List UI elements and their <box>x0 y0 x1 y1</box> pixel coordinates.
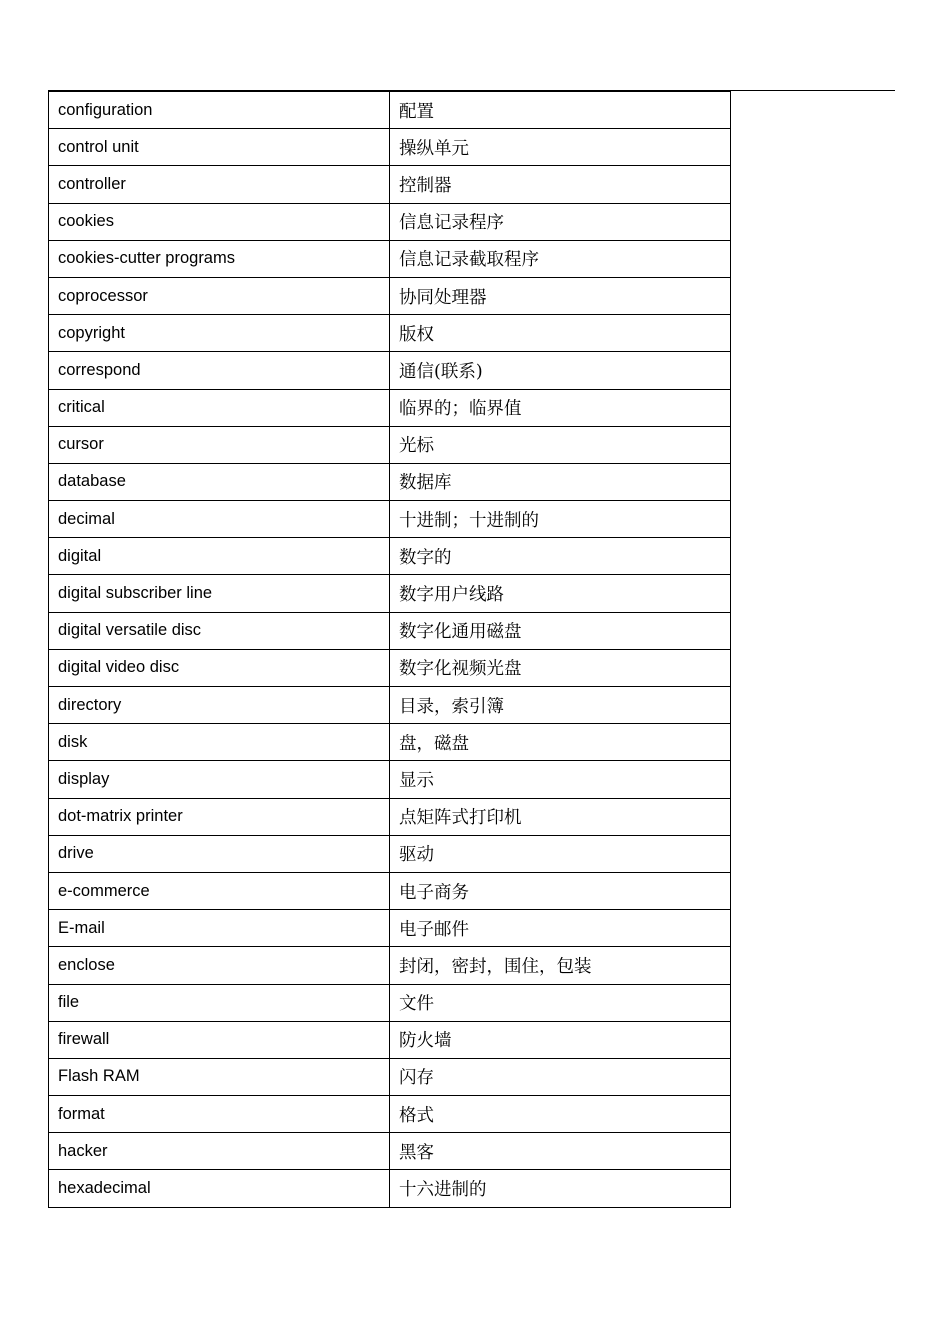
definition-cell: 协同处理器 <box>390 277 731 314</box>
table-row <box>49 649 731 686</box>
table-row <box>49 835 731 872</box>
term-cell: firewall <box>49 1021 390 1058</box>
term-cell: e-commerce <box>49 872 390 909</box>
term-cell: control unit <box>49 129 390 166</box>
term-cell: copyright <box>49 315 390 352</box>
definition-cell: 电子邮件 <box>390 910 731 947</box>
table-row <box>49 761 731 798</box>
definition-cell: 配置 <box>390 92 731 129</box>
table-row <box>49 1170 731 1207</box>
table-row <box>49 1021 731 1058</box>
table-row <box>49 910 731 947</box>
term-cell: correspond <box>49 352 390 389</box>
table-row <box>49 872 731 909</box>
table-row <box>49 612 731 649</box>
term-cell: drive <box>49 835 390 872</box>
table-row <box>49 1096 731 1133</box>
definition-cell: 数字化通用磁盘 <box>390 612 731 649</box>
term-cell: digital video disc <box>49 649 390 686</box>
definition-cell: 点矩阵式打印机 <box>390 798 731 835</box>
table-row <box>49 1058 731 1095</box>
table-row <box>49 798 731 835</box>
term-cell: dot-matrix printer <box>49 798 390 835</box>
term-cell: E-mail <box>49 910 390 947</box>
definition-cell: 控制器 <box>390 166 731 203</box>
definition-cell: 盘，磁盘 <box>390 724 731 761</box>
table-row <box>49 538 731 575</box>
table-row <box>49 203 731 240</box>
term-cell: coprocessor <box>49 277 390 314</box>
definition-cell: 目录，索引簿 <box>390 687 731 724</box>
definition-cell: 防火墙 <box>390 1021 731 1058</box>
table-row <box>49 575 731 612</box>
table-row <box>49 166 731 203</box>
glossary-table-body <box>49 92 731 1208</box>
table-row <box>49 501 731 538</box>
term-cell: file <box>49 984 390 1021</box>
table-row <box>49 240 731 277</box>
term-cell: format <box>49 1096 390 1133</box>
table-row <box>49 687 731 724</box>
definition-cell: 电子商务 <box>390 872 731 909</box>
definition-cell: 操纵单元 <box>390 129 731 166</box>
definition-cell: 光标 <box>390 426 731 463</box>
definition-cell: 十六进制的 <box>390 1170 731 1207</box>
table-row <box>49 277 731 314</box>
table-row <box>49 1133 731 1170</box>
table-row <box>49 389 731 426</box>
glossary-table <box>48 91 731 1208</box>
definition-cell: 信息记录截取程序 <box>390 240 731 277</box>
definition-cell: 数据库 <box>390 463 731 500</box>
definition-cell: 闪存 <box>390 1058 731 1095</box>
term-cell: digital versatile disc <box>49 612 390 649</box>
definition-cell: 临界的；临界值 <box>390 389 731 426</box>
definition-cell: 黑客 <box>390 1133 731 1170</box>
table-row <box>49 315 731 352</box>
term-cell: display <box>49 761 390 798</box>
definition-cell: 格式 <box>390 1096 731 1133</box>
definition-cell: 封闭，密封，围住，包装 <box>390 947 731 984</box>
term-cell: disk <box>49 724 390 761</box>
term-cell: configuration <box>49 92 390 129</box>
term-cell: cookies <box>49 203 390 240</box>
definition-cell: 显示 <box>390 761 731 798</box>
term-cell: hexadecimal <box>49 1170 390 1207</box>
term-cell: enclose <box>49 947 390 984</box>
definition-cell: 信息记录程序 <box>390 203 731 240</box>
definition-cell: 文件 <box>390 984 731 1021</box>
term-cell: digital <box>49 538 390 575</box>
definition-cell: 通信(联系) <box>390 352 731 389</box>
term-cell: critical <box>49 389 390 426</box>
table-row <box>49 724 731 761</box>
definition-cell: 数字的 <box>390 538 731 575</box>
table-row <box>49 352 731 389</box>
definition-cell: 版权 <box>390 315 731 352</box>
term-cell: decimal <box>49 501 390 538</box>
term-cell: cursor <box>49 426 390 463</box>
term-cell: hacker <box>49 1133 390 1170</box>
table-row <box>49 426 731 463</box>
term-cell: database <box>49 463 390 500</box>
term-cell: controller <box>49 166 390 203</box>
table-row <box>49 947 731 984</box>
table-row <box>49 463 731 500</box>
definition-cell: 驱动 <box>390 835 731 872</box>
term-cell: cookies-cutter programs <box>49 240 390 277</box>
definition-cell: 数字化视频光盘 <box>390 649 731 686</box>
table-row <box>49 129 731 166</box>
definition-cell: 数字用户线路 <box>390 575 731 612</box>
definition-cell: 十进制；十进制的 <box>390 501 731 538</box>
term-cell: directory <box>49 687 390 724</box>
term-cell: Flash RAM <box>49 1058 390 1095</box>
table-row <box>49 92 731 129</box>
table-row <box>49 984 731 1021</box>
term-cell: digital subscriber line <box>49 575 390 612</box>
